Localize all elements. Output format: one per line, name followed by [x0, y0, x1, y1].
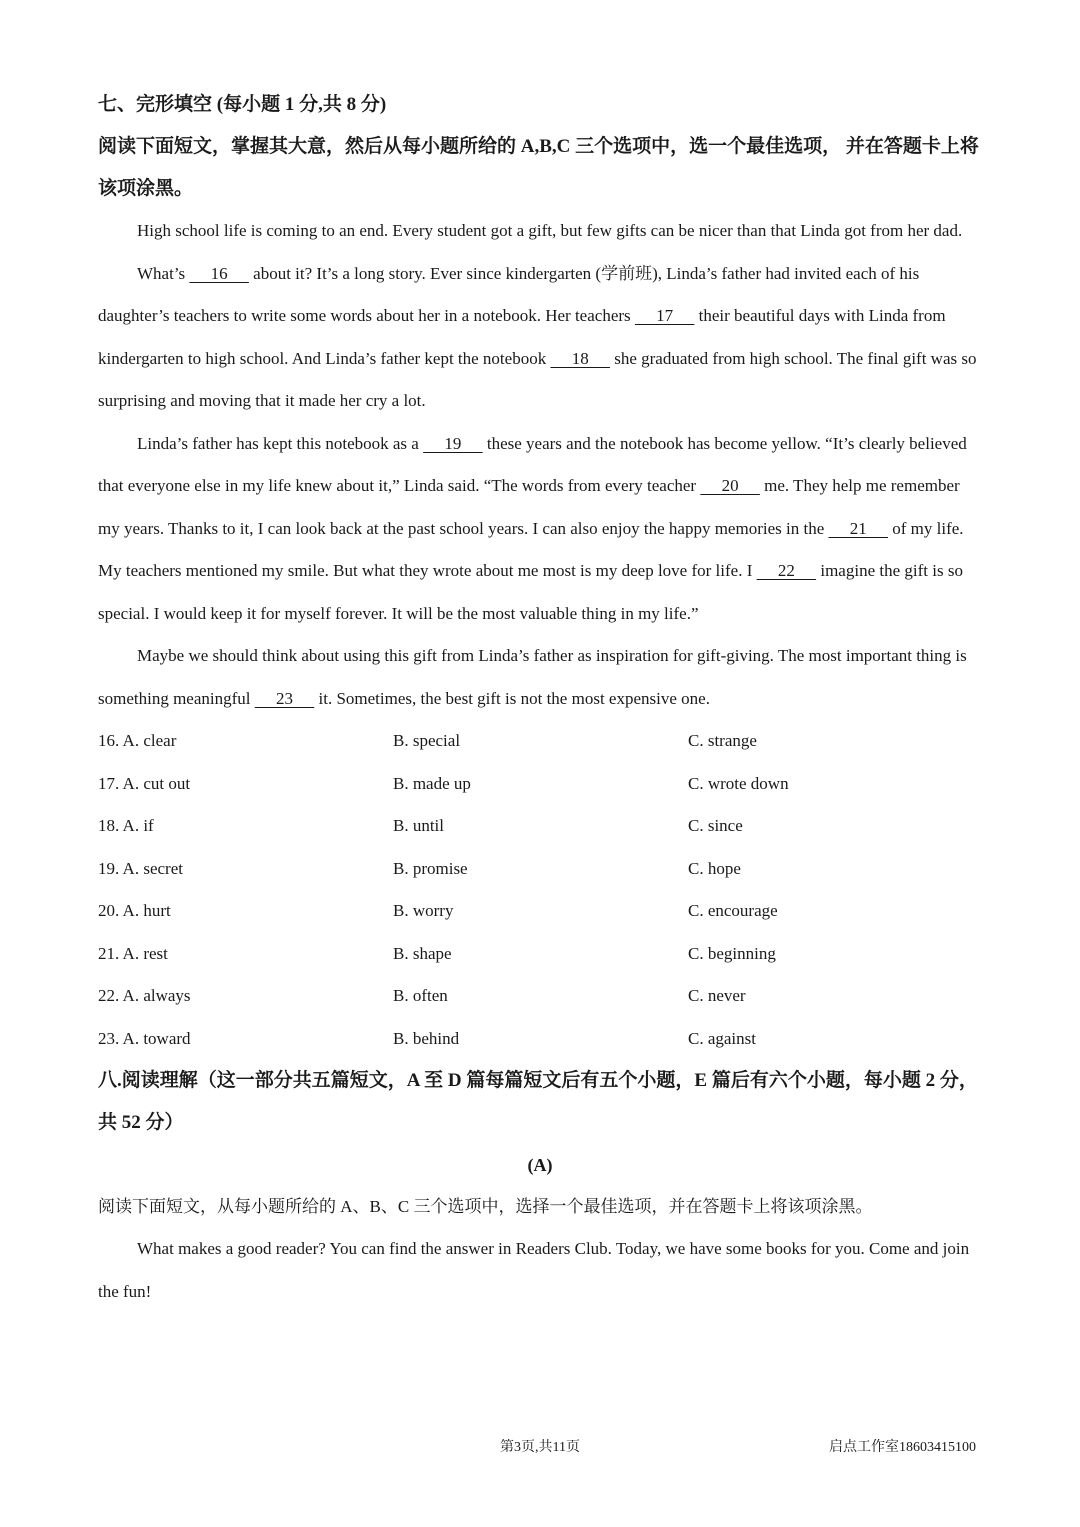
blank-16: 16 [189, 263, 249, 283]
option-21-c: C. beginning [688, 943, 776, 963]
option-17-a: 17. A. cut out [98, 773, 191, 793]
passage-paragraph-1: High school life is coming to an end. Every student got a gift, but few gifts can be nicer than that Linda got from her dad. [137, 221, 963, 240]
section7-title: 七、完形填空 (每小题 1 分,共 8 分) [98, 94, 387, 115]
option-17-c: C. wrote down [688, 773, 789, 793]
option-23-b: B. behind [393, 1028, 460, 1048]
blank-20: 20 [700, 476, 760, 495]
passage-paragraph-2 [98, 253, 982, 423]
option-16-b: B. special [393, 731, 461, 750]
option-20-c: C. encourage [688, 901, 778, 920]
option-23-a: 23. A. toward [98, 1028, 191, 1048]
option-19-a: 19. A. secret [98, 858, 183, 878]
passage-paragraph-3 [98, 423, 982, 636]
text: me. They help me remember my years. Thanks to it, I can look back at the past school years. I can also enjoy the happy memories in the [98, 476, 960, 538]
blank-22: 22 [756, 561, 817, 580]
option-19-b: B. promise [393, 858, 468, 878]
option-22-a: 22. A. always [98, 986, 191, 1005]
text: these years and the notebook has become yellow. “It’s clearly believed that everyone else in my life knew about it,” Linda said. “The words from every teacher [98, 433, 967, 495]
option-17-b: B. made up [393, 773, 471, 793]
option-22-b: B. often [393, 986, 448, 1005]
blank-17: 17 [634, 306, 695, 325]
option-18-a: 18. A. if [98, 816, 154, 835]
text: about it? It’s a long story. Ever since kindergarten (学前班), Linda’s father had invited each of his daughter’s teachers to write some words about her in a notebook. Her teachers [98, 263, 920, 325]
option-21-a: 21. A. rest [98, 943, 168, 963]
text: of my life. My teachers mentioned my smile. But what they wrote about me most is my deep love for life. I [98, 518, 964, 580]
option-21-b: B. shape [393, 943, 452, 963]
option-16-a: 16. A. clear [98, 731, 177, 750]
option-18-b: B. until [393, 816, 445, 835]
studio-credit: 启点工作室18603415100 [829, 1440, 976, 1455]
text: What’s [137, 263, 190, 283]
text: it. Sometimes, the best gift is not the most expensive one. [314, 688, 710, 708]
section7-instruction: 阅读下面短文，掌握其大意，然后从每小题所给的 A,B,C 三个选项中，选一个最佳选项， 并在答题卡上将该项涂黑。 [98, 136, 979, 199]
section8-title: 八.阅读理解（这一部分共五篇短文，A 至 D 篇每篇短文后有五个小题，E 篇后有六个小题，每小题 2 分，共 52 分） [98, 1070, 978, 1133]
section8-instruction: 阅读下面短文，从每小题所给的 A、B、C 三个选项中，选择一个最佳选项，并在答题卡上将该项涂黑。 [98, 1197, 873, 1216]
exam-page [98, 84, 982, 1313]
options-grid [98, 720, 982, 1060]
blank-19: 19 [423, 433, 483, 453]
text: imagine the gift is so special. I would keep it for myself forever. It will be the most valuable thing in my life.” [98, 561, 963, 623]
text: Maybe we should think about using this gift from Linda’s father as inspiration for gift-giving. The most important thing is something meaningful [98, 646, 967, 708]
option-23-c: C. against [688, 1028, 756, 1048]
blank-18: 18 [550, 348, 610, 368]
blank-23: 23 [254, 688, 315, 708]
option-20-a: 20. A. hurt [98, 901, 171, 920]
option-20-b: B. worry [393, 901, 454, 920]
passage-paragraph-4 [98, 635, 982, 720]
reading-a-paragraph-1: What makes a good reader? You can find the answer in Readers Club. Today, we have some books for you. Come and join the fun! [98, 1239, 970, 1301]
text: their beautiful days with Linda from kindergarten to high school. And Linda’s father kept the notebook [98, 306, 946, 368]
part-a-heading: (A) [527, 1155, 553, 1175]
option-16-c: C. strange [688, 731, 757, 750]
option-22-c: C. never [688, 986, 746, 1005]
page-number: 第3页,共11页 [500, 1440, 580, 1455]
option-18-c: C. since [688, 816, 743, 835]
text: Linda’s father has kept this notebook as a [137, 433, 424, 453]
option-19-c: C. hope [688, 858, 741, 878]
text: she graduated from high school. The final gift was so surprising and moving that it made her cry a lot. [98, 348, 977, 410]
blank-21: 21 [828, 518, 888, 538]
